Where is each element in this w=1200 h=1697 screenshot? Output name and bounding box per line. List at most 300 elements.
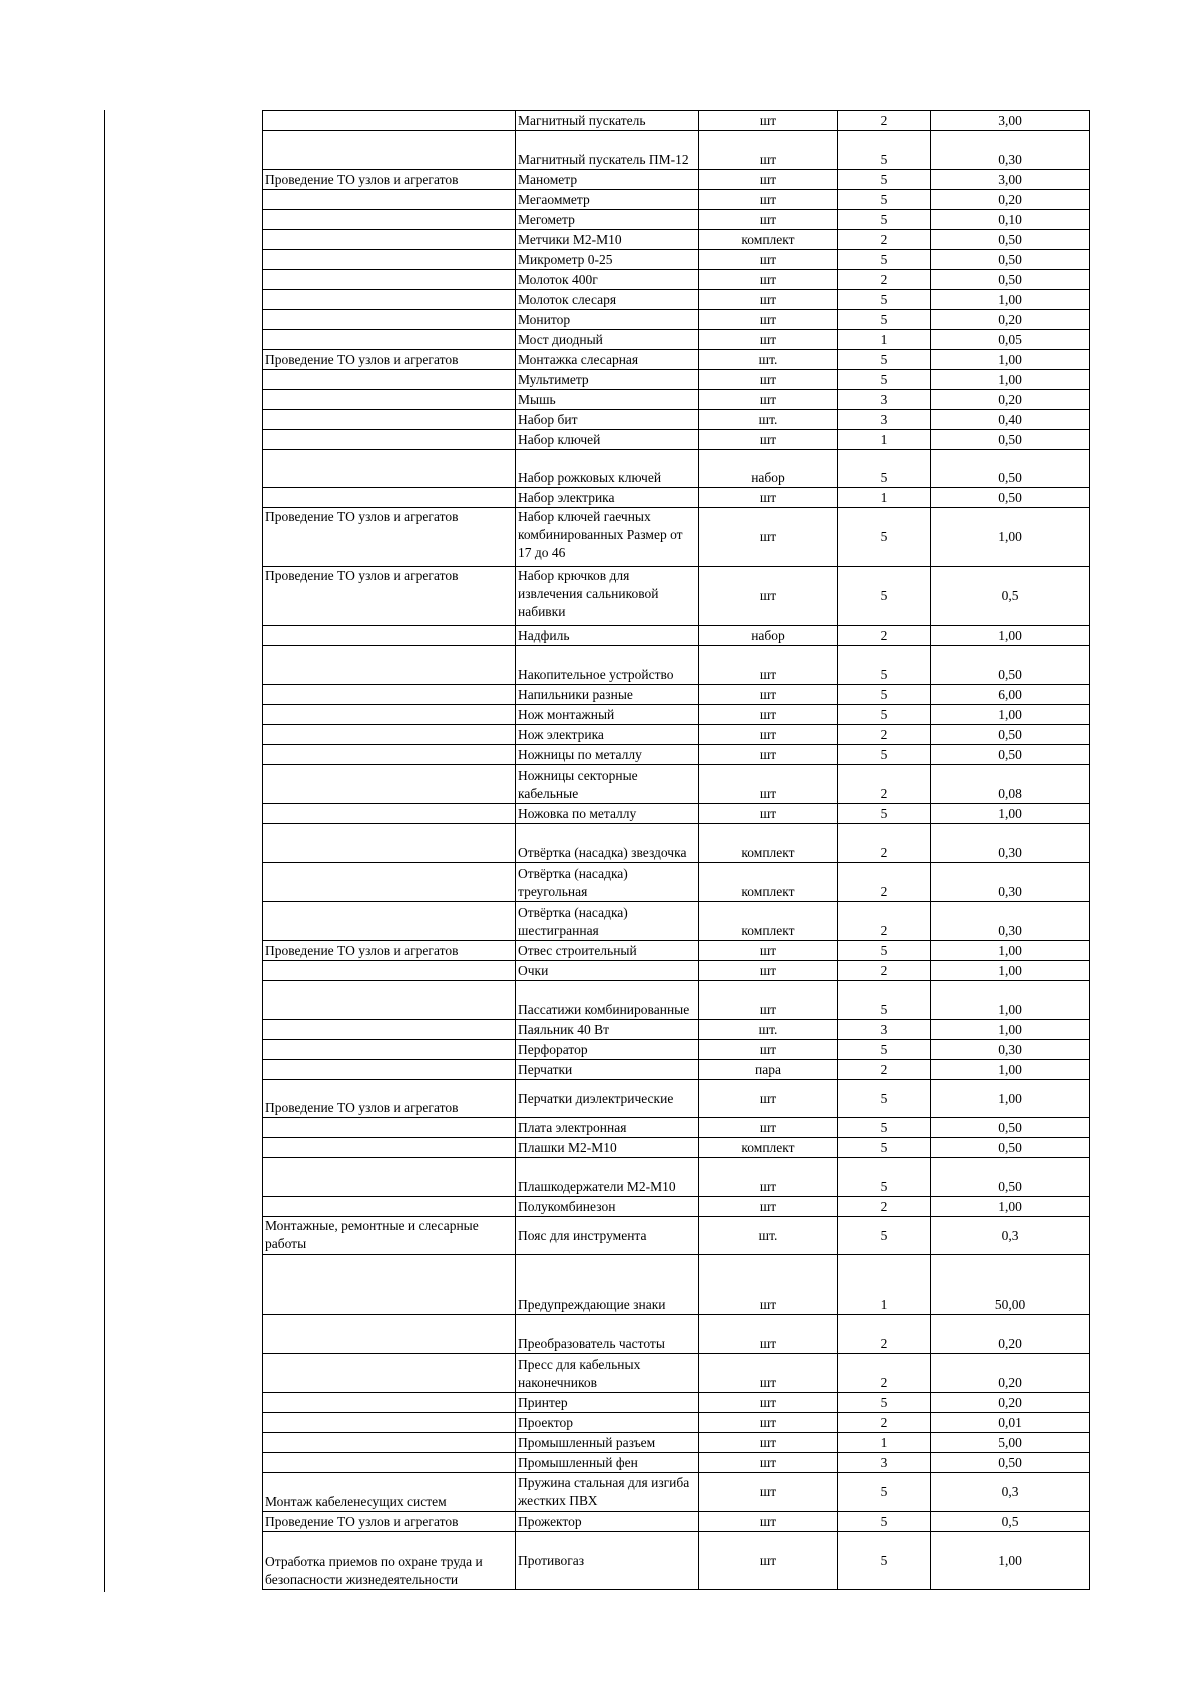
item-name-cell: Мышь <box>516 390 699 410</box>
norm-cell: 0,30 <box>931 902 1090 941</box>
item-name-cell: Мегометр <box>516 210 699 230</box>
quantity-cell: 5 <box>838 190 931 210</box>
norm-cell: 1,00 <box>931 290 1090 310</box>
quantity-cell: 2 <box>838 1315 931 1354</box>
item-name-cell: Набор крючков для извлечения сальниковой набивки <box>516 567 699 626</box>
norm-cell: 0,50 <box>931 745 1090 765</box>
item-name-cell: Пружина стальная для изгиба жестких ПВХ <box>516 1473 699 1512</box>
activity-cell <box>263 1354 516 1393</box>
unit-cell: шт <box>699 745 838 765</box>
activity-cell <box>263 961 516 981</box>
item-name-cell: Противогаз <box>516 1532 699 1590</box>
quantity-cell: 2 <box>838 824 931 863</box>
norm-cell: 0,20 <box>931 1354 1090 1393</box>
quantity-cell: 5 <box>838 981 931 1020</box>
table-row <box>263 111 1090 131</box>
equipment-table-body <box>263 111 1090 1590</box>
norm-cell: 0,50 <box>931 725 1090 745</box>
unit-cell: шт <box>699 290 838 310</box>
unit-cell: шт <box>699 567 838 626</box>
item-name-cell: Нож монтажный <box>516 705 699 725</box>
quantity-cell: 5 <box>838 1532 931 1590</box>
item-name-cell: Паяльник 40 Вт <box>516 1020 699 1040</box>
table-row <box>263 1138 1090 1158</box>
norm-cell: 1,00 <box>931 350 1090 370</box>
activity-cell: Проведение ТО узлов и агрегатов <box>263 350 516 370</box>
quantity-cell: 2 <box>838 626 931 646</box>
quantity-cell: 3 <box>838 390 931 410</box>
norm-cell: 0,50 <box>931 1453 1090 1473</box>
activity-cell <box>263 902 516 941</box>
quantity-cell: 5 <box>838 1138 931 1158</box>
quantity-cell: 1 <box>838 488 931 508</box>
activity-cell: Проведение ТО узлов и агрегатов <box>263 1080 516 1118</box>
norm-cell: 0,20 <box>931 190 1090 210</box>
quantity-cell: 5 <box>838 1217 931 1255</box>
unit-cell: шт <box>699 1158 838 1197</box>
quantity-cell: 1 <box>838 1255 931 1315</box>
item-name-cell: Отвёртка (насадка) звездочка <box>516 824 699 863</box>
activity-cell <box>263 1060 516 1080</box>
unit-cell: шт <box>699 1453 838 1473</box>
quantity-cell: 2 <box>838 270 931 290</box>
table-row <box>263 410 1090 430</box>
item-name-cell: Мегаомметр <box>516 190 699 210</box>
item-name-cell: Отвёртка (насадка) шестигранная <box>516 902 699 941</box>
unit-cell: шт <box>699 1118 838 1138</box>
quantity-cell: 2 <box>838 961 931 981</box>
item-name-cell: Плашки М2-М10 <box>516 1138 699 1158</box>
table-row <box>263 210 1090 230</box>
item-name-cell: Набор ключей гаечных комбинированных Размер от 17 до 46 <box>516 508 699 567</box>
unit-cell: шт <box>699 1197 838 1217</box>
quantity-cell: 5 <box>838 1118 931 1138</box>
unit-cell: шт <box>699 430 838 450</box>
activity-cell: Отработка приемов по охране труда и безопасности жизнедеятельности <box>263 1532 516 1590</box>
unit-cell: шт <box>699 705 838 725</box>
unit-cell: комплект <box>699 230 838 250</box>
unit-cell: шт <box>699 685 838 705</box>
table-row <box>263 1060 1090 1080</box>
unit-cell: шт <box>699 250 838 270</box>
item-name-cell: Мультиметр <box>516 370 699 390</box>
unit-cell: шт. <box>699 1020 838 1040</box>
norm-cell: 1,00 <box>931 981 1090 1020</box>
activity-cell <box>263 1020 516 1040</box>
table-row <box>263 745 1090 765</box>
quantity-cell: 5 <box>838 1512 931 1532</box>
unit-cell: шт <box>699 131 838 170</box>
table-row <box>263 1393 1090 1413</box>
activity-cell <box>263 250 516 270</box>
quantity-cell: 5 <box>838 250 931 270</box>
norm-cell: 1,00 <box>931 1020 1090 1040</box>
activity-cell <box>263 1138 516 1158</box>
item-name-cell: Предупреждающие знаки <box>516 1255 699 1315</box>
item-name-cell: Мост диодный <box>516 330 699 350</box>
quantity-cell: 2 <box>838 230 931 250</box>
unit-cell: шт <box>699 646 838 685</box>
equipment-table <box>262 110 1090 1590</box>
norm-cell: 0,20 <box>931 310 1090 330</box>
table-row <box>263 1413 1090 1433</box>
unit-cell: шт <box>699 725 838 745</box>
item-name-cell: Напильники разные <box>516 685 699 705</box>
norm-cell: 0,30 <box>931 863 1090 902</box>
item-name-cell: Пояс для инструмента <box>516 1217 699 1255</box>
table-row <box>263 170 1090 190</box>
norm-cell: 0,40 <box>931 410 1090 430</box>
activity-cell <box>263 230 516 250</box>
item-name-cell: Перчатки <box>516 1060 699 1080</box>
activity-cell <box>263 981 516 1020</box>
quantity-cell: 5 <box>838 1040 931 1060</box>
norm-cell: 0,10 <box>931 210 1090 230</box>
norm-cell: 1,00 <box>931 1532 1090 1590</box>
table-row <box>263 430 1090 450</box>
norm-cell: 0,50 <box>931 1118 1090 1138</box>
activity-cell: Проведение ТО узлов и агрегатов <box>263 941 516 961</box>
unit-cell: набор <box>699 450 838 488</box>
unit-cell: шт <box>699 190 838 210</box>
table-row <box>263 1433 1090 1453</box>
item-name-cell: Прожектор <box>516 1512 699 1532</box>
activity-cell <box>263 450 516 488</box>
norm-cell: 0,50 <box>931 430 1090 450</box>
item-name-cell: Проектор <box>516 1413 699 1433</box>
table-row <box>263 330 1090 350</box>
table-row <box>263 290 1090 310</box>
unit-cell: шт <box>699 270 838 290</box>
table-row <box>263 646 1090 685</box>
unit-cell: шт <box>699 390 838 410</box>
activity-cell <box>263 1040 516 1060</box>
table-row <box>263 310 1090 330</box>
quantity-cell: 2 <box>838 1197 931 1217</box>
activity-cell <box>263 1255 516 1315</box>
unit-cell: комплект <box>699 1138 838 1158</box>
unit-cell: шт <box>699 1512 838 1532</box>
table-row <box>263 250 1090 270</box>
activity-cell <box>263 111 516 131</box>
unit-cell: шт <box>699 1040 838 1060</box>
activity-cell <box>263 745 516 765</box>
unit-cell: комплект <box>699 824 838 863</box>
unit-cell: шт <box>699 1255 838 1315</box>
activity-cell <box>263 646 516 685</box>
page-margin-line <box>104 110 105 1592</box>
norm-cell: 0,50 <box>931 450 1090 488</box>
norm-cell: 0,50 <box>931 230 1090 250</box>
norm-cell: 1,00 <box>931 508 1090 567</box>
norm-cell: 50,00 <box>931 1255 1090 1315</box>
activity-cell <box>263 310 516 330</box>
unit-cell: шт <box>699 1393 838 1413</box>
item-name-cell: Ножницы секторные кабельные <box>516 765 699 804</box>
norm-cell: 1,00 <box>931 626 1090 646</box>
item-name-cell: Промышленный разъем <box>516 1433 699 1453</box>
unit-cell: шт <box>699 1354 838 1393</box>
item-name-cell: Манометр <box>516 170 699 190</box>
table-row <box>263 350 1090 370</box>
norm-cell: 0,20 <box>931 390 1090 410</box>
item-name-cell: Ножницы по металлу <box>516 745 699 765</box>
quantity-cell: 5 <box>838 310 931 330</box>
unit-cell: шт <box>699 765 838 804</box>
quantity-cell: 3 <box>838 1453 931 1473</box>
item-name-cell: Преобразователь частоты <box>516 1315 699 1354</box>
unit-cell: шт <box>699 804 838 824</box>
unit-cell: шт <box>699 1532 838 1590</box>
table-row <box>263 190 1090 210</box>
quantity-cell: 1 <box>838 330 931 350</box>
quantity-cell: 2 <box>838 111 931 131</box>
activity-cell <box>263 430 516 450</box>
item-name-cell: Накопительное устройство <box>516 646 699 685</box>
item-name-cell: Плашкодержатели М2-М10 <box>516 1158 699 1197</box>
item-name-cell: Перчатки диэлектрические <box>516 1080 699 1118</box>
activity-cell <box>263 705 516 725</box>
activity-cell <box>263 1315 516 1354</box>
quantity-cell: 5 <box>838 705 931 725</box>
item-name-cell: Пресс для кабельных наконечников <box>516 1354 699 1393</box>
activity-cell <box>263 390 516 410</box>
unit-cell: шт <box>699 488 838 508</box>
quantity-cell: 2 <box>838 725 931 745</box>
quantity-cell: 5 <box>838 131 931 170</box>
norm-cell: 0,30 <box>931 131 1090 170</box>
table-row <box>263 567 1090 626</box>
item-name-cell: Молоток слесаря <box>516 290 699 310</box>
table-row <box>263 370 1090 390</box>
activity-cell <box>263 863 516 902</box>
table-row <box>263 902 1090 941</box>
unit-cell: пара <box>699 1060 838 1080</box>
norm-cell: 0,5 <box>931 1512 1090 1532</box>
norm-cell: 0,50 <box>931 1138 1090 1158</box>
table-row <box>263 1315 1090 1354</box>
item-name-cell: Плата электронная <box>516 1118 699 1138</box>
activity-cell <box>263 131 516 170</box>
quantity-cell: 5 <box>838 450 931 488</box>
norm-cell: 1,00 <box>931 1197 1090 1217</box>
activity-cell: Проведение ТО узлов и агрегатов <box>263 567 516 626</box>
norm-cell: 0,30 <box>931 824 1090 863</box>
table-row <box>263 230 1090 250</box>
quantity-cell: 5 <box>838 508 931 567</box>
activity-cell <box>263 290 516 310</box>
quantity-cell: 5 <box>838 745 931 765</box>
norm-cell: 0,50 <box>931 250 1090 270</box>
table-row <box>263 488 1090 508</box>
table-row <box>263 508 1090 567</box>
unit-cell: шт <box>699 941 838 961</box>
quantity-cell: 3 <box>838 410 931 430</box>
unit-cell: шт <box>699 111 838 131</box>
norm-cell: 1,00 <box>931 941 1090 961</box>
norm-cell: 1,00 <box>931 370 1090 390</box>
unit-cell: комплект <box>699 902 838 941</box>
table-row <box>263 1080 1090 1118</box>
norm-cell: 3,00 <box>931 111 1090 131</box>
norm-cell: 1,00 <box>931 804 1090 824</box>
unit-cell: шт <box>699 508 838 567</box>
norm-cell: 0,08 <box>931 765 1090 804</box>
activity-cell <box>263 1118 516 1138</box>
unit-cell: шт <box>699 1413 838 1433</box>
table-row <box>263 1255 1090 1315</box>
quantity-cell: 1 <box>838 1433 931 1453</box>
activity-cell <box>263 270 516 290</box>
unit-cell: шт <box>699 330 838 350</box>
quantity-cell: 2 <box>838 765 931 804</box>
table-row <box>263 685 1090 705</box>
activity-cell <box>263 370 516 390</box>
quantity-cell: 5 <box>838 1393 931 1413</box>
table-row <box>263 626 1090 646</box>
unit-cell: шт <box>699 210 838 230</box>
activity-cell <box>263 1413 516 1433</box>
norm-cell: 0,50 <box>931 488 1090 508</box>
item-name-cell: Промышленный фен <box>516 1453 699 1473</box>
table-row <box>263 1217 1090 1255</box>
item-name-cell: Набор электрика <box>516 488 699 508</box>
item-name-cell: Монитор <box>516 310 699 330</box>
item-name-cell: Отвёртка (насадка) треугольная <box>516 863 699 902</box>
item-name-cell: Перфоратор <box>516 1040 699 1060</box>
table-row <box>263 1020 1090 1040</box>
table-row <box>263 981 1090 1020</box>
activity-cell <box>263 685 516 705</box>
unit-cell: шт. <box>699 1217 838 1255</box>
norm-cell: 6,00 <box>931 685 1090 705</box>
item-name-cell: Пассатижи комбинированные <box>516 981 699 1020</box>
norm-cell: 0,50 <box>931 270 1090 290</box>
table-row <box>263 1040 1090 1060</box>
table-row <box>263 450 1090 488</box>
activity-cell <box>263 804 516 824</box>
unit-cell: шт <box>699 961 838 981</box>
quantity-cell: 5 <box>838 370 931 390</box>
quantity-cell: 5 <box>838 1473 931 1512</box>
table-row <box>263 1118 1090 1138</box>
unit-cell: шт. <box>699 350 838 370</box>
activity-cell: Проведение ТО узлов и агрегатов <box>263 170 516 190</box>
quantity-cell: 5 <box>838 290 931 310</box>
activity-cell <box>263 210 516 230</box>
activity-cell <box>263 190 516 210</box>
norm-cell: 0,20 <box>931 1393 1090 1413</box>
activity-cell <box>263 1158 516 1197</box>
table-row <box>263 961 1090 981</box>
quantity-cell: 5 <box>838 350 931 370</box>
unit-cell: шт <box>699 1433 838 1453</box>
quantity-cell: 5 <box>838 1158 931 1197</box>
activity-cell <box>263 488 516 508</box>
quantity-cell: 2 <box>838 1354 931 1393</box>
quantity-cell: 5 <box>838 210 931 230</box>
activity-cell <box>263 1433 516 1453</box>
item-name-cell: Микрометр 0-25 <box>516 250 699 270</box>
activity-cell: Монтажные, ремонтные и слесарные работы <box>263 1217 516 1255</box>
unit-cell: набор <box>699 626 838 646</box>
item-name-cell: Принтер <box>516 1393 699 1413</box>
quantity-cell: 5 <box>838 685 931 705</box>
quantity-cell: 5 <box>838 941 931 961</box>
table-row <box>263 863 1090 902</box>
table-row <box>263 131 1090 170</box>
unit-cell: шт. <box>699 410 838 430</box>
quantity-cell: 5 <box>838 170 931 190</box>
activity-cell <box>263 1197 516 1217</box>
unit-cell: шт <box>699 1473 838 1512</box>
quantity-cell: 5 <box>838 567 931 626</box>
norm-cell: 1,00 <box>931 705 1090 725</box>
quantity-cell: 5 <box>838 1080 931 1118</box>
table-row <box>263 804 1090 824</box>
activity-cell: Проведение ТО узлов и агрегатов <box>263 508 516 567</box>
item-name-cell: Магнитный пускатель ПМ-12 <box>516 131 699 170</box>
activity-cell <box>263 330 516 350</box>
unit-cell: шт <box>699 370 838 390</box>
activity-cell <box>263 410 516 430</box>
item-name-cell: Надфиль <box>516 626 699 646</box>
norm-cell: 5,00 <box>931 1433 1090 1453</box>
table-row <box>263 1453 1090 1473</box>
table-row <box>263 941 1090 961</box>
table-row <box>263 824 1090 863</box>
item-name-cell: Набор бит <box>516 410 699 430</box>
norm-cell: 0,05 <box>931 330 1090 350</box>
activity-cell <box>263 725 516 745</box>
unit-cell: шт <box>699 981 838 1020</box>
unit-cell: шт <box>699 1315 838 1354</box>
unit-cell: шт <box>699 1080 838 1118</box>
item-name-cell: Молоток 400г <box>516 270 699 290</box>
activity-cell <box>263 765 516 804</box>
norm-cell: 3,00 <box>931 170 1090 190</box>
norm-cell: 1,00 <box>931 961 1090 981</box>
item-name-cell: Полукомбинезон <box>516 1197 699 1217</box>
quantity-cell: 2 <box>838 1413 931 1433</box>
activity-cell <box>263 824 516 863</box>
norm-cell: 0,3 <box>931 1473 1090 1512</box>
activity-cell: Монтаж кабеленесущих систем <box>263 1473 516 1512</box>
activity-cell <box>263 626 516 646</box>
activity-cell: Проведение ТО узлов и агрегатов <box>263 1512 516 1532</box>
quantity-cell: 5 <box>838 804 931 824</box>
item-name-cell: Набор ключей <box>516 430 699 450</box>
table-row <box>263 270 1090 290</box>
table-row <box>263 705 1090 725</box>
norm-cell: 0,3 <box>931 1217 1090 1255</box>
table-row <box>263 765 1090 804</box>
quantity-cell: 2 <box>838 1060 931 1080</box>
norm-cell: 0,50 <box>931 646 1090 685</box>
table-row <box>263 1197 1090 1217</box>
item-name-cell: Монтажка слесарная <box>516 350 699 370</box>
item-name-cell: Ножовка по металлу <box>516 804 699 824</box>
quantity-cell: 2 <box>838 902 931 941</box>
unit-cell: шт <box>699 170 838 190</box>
norm-cell: 1,00 <box>931 1060 1090 1080</box>
unit-cell: шт <box>699 310 838 330</box>
quantity-cell: 1 <box>838 430 931 450</box>
table-row <box>263 725 1090 745</box>
item-name-cell: Набор рожковых ключей <box>516 450 699 488</box>
item-name-cell: Очки <box>516 961 699 981</box>
table-row <box>263 1473 1090 1512</box>
